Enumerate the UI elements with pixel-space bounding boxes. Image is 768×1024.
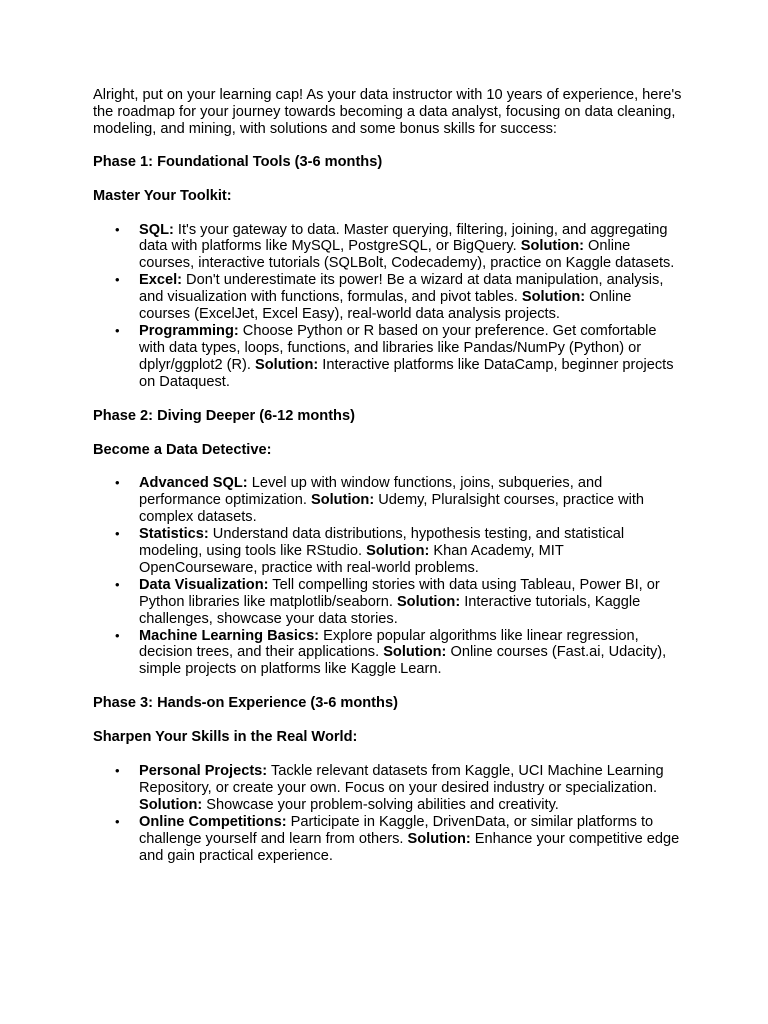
bullet-icon: •: [115, 576, 120, 592]
bullet-icon: •: [115, 322, 120, 338]
item-term: Programming:: [139, 322, 239, 339]
phase-subheading: Become a Data Detective:: [93, 441, 272, 458]
phase-subheading: Master Your Toolkit:: [93, 187, 232, 204]
item-solution-text: Online courses (ExcelJet, Excel Easy), real-world data analysis projects.: [139, 289, 632, 323]
bullet-icon: •: [115, 627, 120, 643]
item-solution-text: Online courses (Fast.ai, Udacity), simple projects on platforms like Kaggle Learn.: [139, 644, 667, 678]
item-description: It's your gateway to data. Master querying, filtering, joining, and aggregating data with platforms like MySQL, PostgreSQL, or BigQuery.: [139, 221, 668, 255]
item-term: SQL:: [139, 221, 174, 238]
item-solution-label: Solution:: [520, 238, 584, 255]
item-solution-label: Solution:: [366, 543, 430, 560]
bullet-icon: •: [115, 221, 120, 237]
item-term: Statistics:: [139, 526, 209, 543]
item-solution-text: Showcase your problem-solving abilities and creativity.: [202, 796, 559, 813]
item-term: Excel:: [139, 272, 182, 289]
phase-heading: Phase 2: Diving Deeper (6-12 months): [93, 407, 355, 424]
phase-item-list: [93, 222, 683, 391]
bullet-icon: •: [115, 475, 120, 491]
phase-heading: Phase 3: Hands-on Experience (3-6 months): [93, 695, 398, 712]
phases-container: [93, 154, 683, 865]
item-solution-text: Interactive platforms like DataCamp, beginner projects on Dataquest.: [139, 356, 674, 390]
phase-item-list: [93, 763, 683, 864]
list-item: [93, 577, 683, 628]
item-term: Machine Learning Basics:: [139, 627, 320, 644]
list-item: [93, 814, 683, 865]
phase-subheading: Sharpen Your Skills in the Real World:: [93, 729, 358, 746]
phase-item-list: [93, 475, 683, 678]
item-description: Participate in Kaggle, DrivenData, or similar platforms to challenge yourself and learn from others.: [139, 813, 654, 847]
item-solution-label: Solution:: [407, 830, 471, 847]
item-description: Explore popular algorithms like linear regression, decision trees, and their applications.: [139, 627, 639, 661]
bullet-icon: •: [115, 526, 120, 542]
list-item: [93, 272, 683, 323]
item-term: Data Visualization:: [139, 576, 269, 593]
list-item: [93, 526, 683, 577]
list-item: [93, 222, 683, 273]
phase-heading: Phase 1: Foundational Tools (3-6 months): [93, 153, 383, 170]
document-body: [93, 87, 683, 882]
item-solution-text: Online courses, interactive tutorials (SQLBolt, Codecademy), practice on Kaggle datasets.: [139, 238, 675, 272]
item-description: Don't underestimate its power! Be a wizard at data manipulation, analysis, and visualization with functions, formulas, and pivot tables.: [139, 272, 664, 306]
intro-paragraph: Alright, put on your learning cap! As your data instructor with 10 years of experience, here's the roadmap for your journey towards becoming a data analyst, focusing on data cleaning, modeling, and mining, with solutions and some bonus skills for success:: [93, 87, 682, 137]
item-solution-label: Solution:: [383, 644, 447, 661]
item-solution-label: Solution:: [255, 356, 319, 373]
list-item: [93, 628, 683, 679]
list-item: [93, 475, 683, 526]
bullet-icon: •: [115, 813, 120, 829]
bullet-icon: •: [115, 763, 120, 779]
item-description: Choose Python or R based on your preference. Get comfortable with data types, loops, functions, and libraries like Pandas/NumPy (Python) or dplyr/ggplot2 (R).: [139, 322, 657, 373]
item-term: Personal Projects:: [139, 763, 268, 780]
item-description: Understand data distributions, hypothesis testing, and statistical modeling, using tools like RStudio.: [139, 526, 625, 560]
item-solution-label: Solution:: [396, 593, 461, 610]
item-solution-text: Interactive tutorials, Kaggle challenges, showcase your data stories.: [139, 593, 641, 627]
item-solution-label: Solution:: [139, 796, 203, 813]
item-description: Level up with window functions, joins, subqueries, and performance optimization.: [139, 475, 603, 509]
item-solution-text: Udemy, Pluralsight courses, practice with complex datasets.: [139, 492, 645, 526]
item-description: Tell compelling stories with data using Tableau, Power BI, or Python libraries like matplotlib/seaborn.: [139, 576, 660, 610]
item-solution-label: Solution:: [521, 289, 586, 306]
item-term: Online Competitions:: [139, 813, 287, 830]
item-solution-text: Enhance your competitive edge and gain practical experience.: [139, 830, 680, 864]
bullet-icon: •: [115, 272, 120, 288]
item-term: Advanced SQL:: [139, 475, 248, 492]
item-solution-text: Khan Academy, MIT OpenCourseware, practice with real-world problems.: [139, 543, 564, 576]
item-description: Tackle relevant datasets from Kaggle, UCI Machine Learning Repository, or create your own. Focus on your desired industry or specialization.: [139, 763, 664, 796]
list-item: [93, 323, 683, 391]
item-solution-label: Solution:: [310, 492, 375, 509]
list-item: [93, 763, 683, 814]
